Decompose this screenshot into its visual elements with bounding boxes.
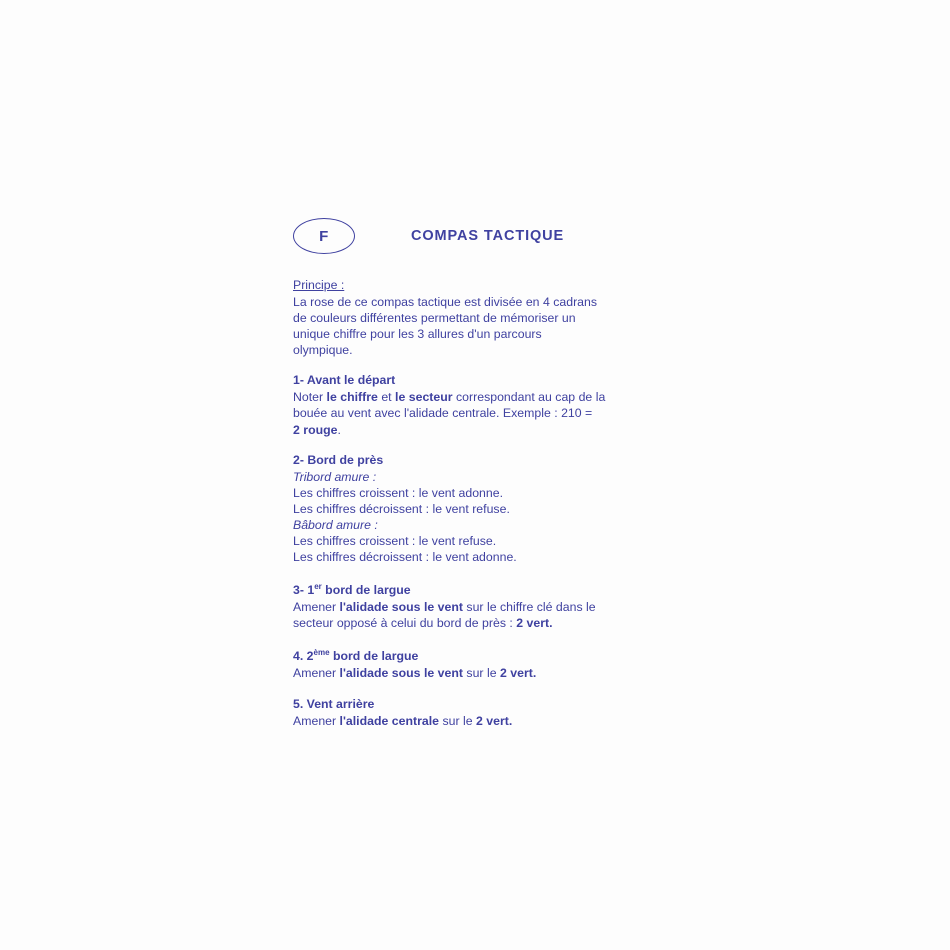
heading-run: bord de largue (329, 649, 419, 664)
heading-superscript: er (314, 582, 322, 592)
section-vent-arriere (293, 696, 693, 729)
text-run-bold: l'alidade sous le vent (339, 666, 463, 681)
text-run: secteur opposé à celui du bord de près : (293, 616, 517, 631)
principle-line-2: de couleurs différentes permettant de mémoriser un (293, 311, 576, 326)
section-heading: 1- Avant le départ (293, 373, 396, 388)
section-heading (293, 645, 693, 664)
subheading-tribord: Tribord amure : (293, 469, 377, 484)
section-paragraph (293, 713, 693, 729)
principle-paragraph (293, 294, 693, 358)
principle-line-3: unique chiffre pour les 3 allures d'un parcours (293, 327, 542, 342)
section-badge: F (293, 218, 355, 254)
text-run-bold: 2 rouge (293, 422, 338, 437)
section-paragraph (293, 389, 693, 437)
section-paragraph (293, 665, 693, 681)
section-paragraph (293, 533, 693, 565)
text-run: bouée au vent avec l'alidade centrale. Exemple : 210 = (293, 406, 593, 421)
text-run-bold: 2 vert. (499, 666, 537, 681)
principle-label: Principe : (293, 278, 345, 292)
text-run: correspondant au cap de la (452, 390, 606, 405)
text-run: sur le chiffre clé dans le (462, 600, 596, 615)
text-run: Les chiffres décroissent : le vent refuse. (293, 501, 510, 516)
document-content (293, 218, 693, 743)
principle-section (293, 276, 693, 358)
heading-superscript: ème (313, 648, 330, 658)
text-run: Noter (293, 390, 327, 405)
heading-run: bord de largue (321, 583, 411, 598)
section-heading: 5. Vent arrière (293, 696, 375, 711)
text-run: sur le (462, 666, 500, 681)
principle-line-1: La rose de ce compas tactique est divisée en 4 cadrans (293, 295, 598, 309)
text-run-bold: le secteur (395, 390, 453, 405)
text-run-bold: l'alidade sous le vent (339, 600, 463, 615)
text-run: et (377, 390, 396, 405)
heading-run: 4. 2 (293, 649, 314, 664)
section-avant-le-depart (293, 372, 693, 437)
text-run: . (337, 422, 341, 437)
page-title: COMPAS TACTIQUE (411, 228, 565, 244)
text-run: Les chiffres décroissent : le vent adonne. (293, 549, 517, 564)
text-run-bold: le chiffre (326, 390, 378, 405)
text-run: Amener (293, 713, 340, 728)
section-premier-bord-de-largue (293, 579, 693, 631)
section-bord-de-pres (293, 452, 693, 565)
section-paragraph (293, 485, 693, 517)
text-run-bold: l'alidade centrale (339, 713, 440, 728)
text-run: Les chiffres croissent : le vent adonne. (293, 485, 504, 500)
text-run: Les chiffres croissent : le vent refuse. (293, 533, 497, 548)
subheading-babord: Bâbord amure : (293, 517, 378, 532)
text-run: sur le (439, 713, 477, 728)
text-run-bold: 2 vert. (516, 616, 553, 631)
document-header (293, 218, 693, 254)
section-deuxieme-bord-de-largue (293, 645, 693, 681)
text-run: Amener (293, 666, 340, 681)
section-heading (293, 579, 693, 598)
section-heading: 2- Bord de près (293, 452, 384, 467)
text-run-bold: 2 vert. (476, 713, 513, 728)
heading-run: 3- 1 (293, 583, 315, 598)
text-run: Amener (293, 600, 340, 615)
section-paragraph (293, 599, 693, 631)
principle-line-4: olympique. (293, 343, 353, 358)
